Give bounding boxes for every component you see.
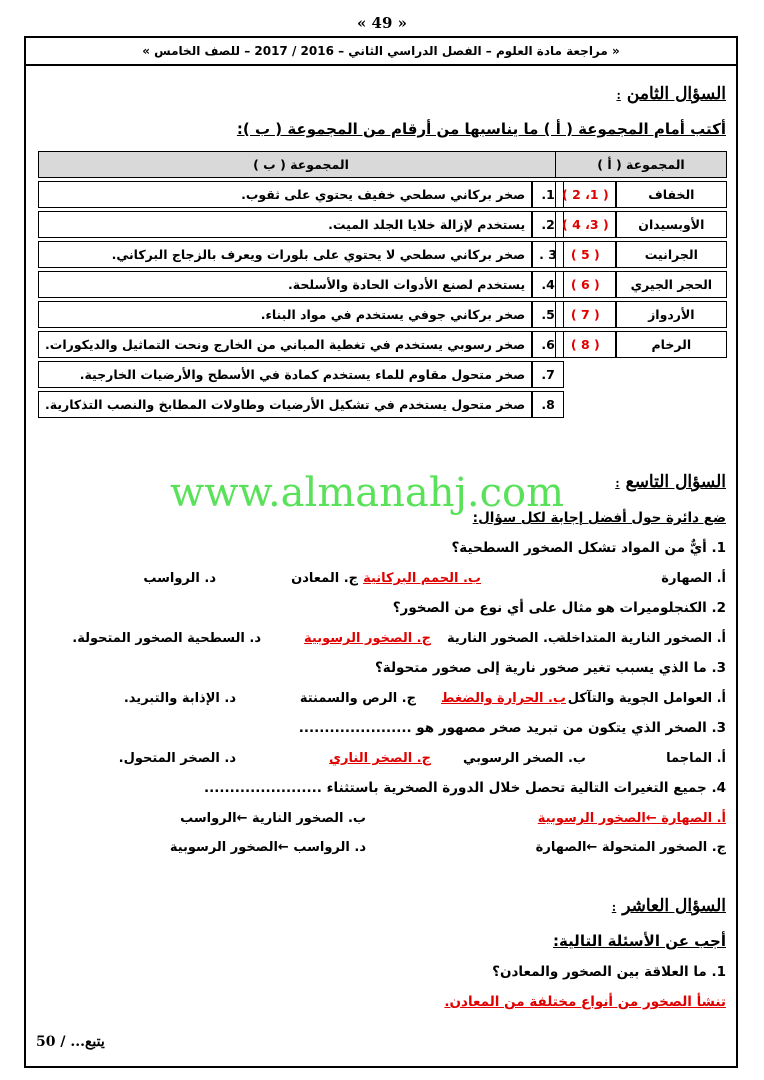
- group-b-number: 7.: [532, 361, 564, 388]
- q10-instruction: أجب عن الأسئلة التالية:: [552, 932, 726, 950]
- group-a-row: [555, 331, 727, 358]
- q8-title: السؤال الثامن:: [616, 84, 726, 104]
- q9-4-option-c: ج. الصخر الناري: [329, 751, 431, 766]
- group-b-table: [38, 148, 564, 421]
- group-b-text: يستخدم لصنع الأدوات الحادة والأسلحة.: [38, 271, 532, 298]
- group-b-row: [38, 301, 564, 328]
- group-a-answer: ( 3، 4 ): [555, 211, 616, 238]
- q9-instruction: ضع دائرة حول أفضل إجابة لكل سؤال:: [472, 510, 726, 526]
- q10-title: السؤال العاشر:: [611, 896, 726, 916]
- group-a-header: المجموعة ( أ ): [555, 151, 727, 178]
- group-a-row: [555, 301, 727, 328]
- group-b-text: صخر بركاني سطحي خفيف يحتوي على ثقوب.: [38, 181, 532, 208]
- group-b-row: [38, 271, 564, 298]
- q9-3-option-b: ب. الحرارة والضغط: [441, 691, 566, 706]
- q9-question-2: 2. الكنجلوميرات هو مثال على أي نوع من الصخور؟: [392, 600, 726, 616]
- q9-5-option-b: ب. الصخور النارية ←الرواسب: [180, 811, 366, 826]
- q8-instruction: أكتب أمام المجموعة ( أ ) ما يناسبها من أرقام من المجموعة ( ب ):: [236, 120, 726, 138]
- group-b-row: [38, 211, 564, 238]
- q9-question-3: 3. ما الذي يسبب تغير صخور نارية إلى صخور متحولة؟: [374, 660, 726, 676]
- group-b-number: 3 .: [532, 241, 564, 268]
- group-a-answer: ( 6 ): [555, 271, 616, 298]
- watermark: www.almanahj.com: [170, 470, 565, 516]
- q10-question-1: 1. ما العلاقة بين الصخور والمعادن؟: [492, 964, 726, 980]
- group-b-text: صخر متحول مقاوم للماء يستخدم كمادة في الأسطح والأرضيات الخارجية.: [38, 361, 532, 388]
- q9-3-option-c: ج. الرص والسمنتة: [299, 691, 416, 706]
- group-b-text: صخر بركاني سطحي لا يحتوي على بلورات ويعرف بالزجاج البركاني.: [38, 241, 532, 268]
- page-number: « 49 »: [356, 14, 408, 32]
- group-a-answer: ( 5 ): [555, 241, 616, 268]
- group-b-row: [38, 181, 564, 208]
- group-a-name: الأردواز: [616, 301, 727, 328]
- q9-3-option-a: أ. العوامل الجوية والتآكل: [567, 691, 726, 706]
- q9-4-option-b: ب. الصخر الرسوبي: [462, 751, 586, 766]
- group-b-number: 1.: [532, 181, 564, 208]
- q9-4-option-d: د. الصخر المتحول.: [118, 751, 236, 766]
- group-a-row: [555, 271, 727, 298]
- group-a-name: الرخام: [616, 331, 727, 358]
- q9-question-1: 1. أيٌّ من المواد تشكل الصخور السطحية؟: [451, 540, 726, 556]
- group-b-text: صخر متحول يستخدم في تشكيل الأرضيات وطاولات المطابخ والنصب التذكارية.: [38, 391, 532, 418]
- q9-2-option-a: أ. الصخور النارية المتداخلة: [558, 631, 726, 646]
- group-b-number: 4.: [532, 271, 564, 298]
- q9-3-option-d: د. الإذابة والتبريد.: [123, 691, 236, 706]
- group-a-name: الحجر الجيري: [616, 271, 727, 298]
- q10-answer-1: تنشأ الصخور من أنواع مختلفة من المعادن.: [444, 994, 726, 1010]
- group-a-row: [555, 181, 727, 208]
- group-b-row: [38, 391, 564, 418]
- q9-question-4: 3. الصخر الذي يتكون من تبريد صخر مصهور هو ......................: [298, 720, 726, 736]
- q9-2-option-d: د. السطحية الصخور المتحولة.: [72, 631, 261, 646]
- group-a-answer: ( 1، 2 ): [555, 181, 616, 208]
- q9-5-option-a: أ. الصهارة ←الصخور الرسوبية: [537, 811, 726, 826]
- group-a-name: الأوبسيدان: [616, 211, 727, 238]
- group-a-row: [555, 211, 727, 238]
- q9-question-5: 4. جميع التغيرات التالية تحصل خلال الدورة الصخرية باستثناء .......................: [203, 780, 726, 796]
- group-a-name: الجرانيت: [616, 241, 727, 268]
- group-a-answer: ( 8 ): [555, 331, 616, 358]
- group-b-text: صخر بركاني جوفي يستخدم في مواد البناء.: [38, 301, 532, 328]
- group-b-row: [38, 331, 564, 358]
- group-b-number: 5.: [532, 301, 564, 328]
- q9-5-option-c: ج. الصخور المتحولة ←الصهارة: [535, 840, 726, 855]
- page-header: « مراجعة مادة العلوم – الفصل الدراسي الثاني – 2016 / 2017 – للصف الخامس »: [26, 38, 736, 66]
- group-b-number: 6.: [532, 331, 564, 358]
- page-frame: [24, 36, 738, 1068]
- q9-4-option-a: أ. الماجما: [666, 751, 726, 766]
- group-b-number: 8.: [532, 391, 564, 418]
- footer-continue: يتبع... / 50: [36, 1034, 105, 1050]
- q9-1-option-b: ب. الحمم البركانية: [363, 571, 481, 586]
- q9-1-option-a: أ. الصهارة: [661, 571, 726, 586]
- q9-2-option-c: ج. الصخور الرسوبية: [304, 631, 431, 646]
- group-a-table: [555, 148, 727, 361]
- q9-title: السؤال التاسع:: [615, 472, 726, 492]
- group-a-name: الخفاف: [616, 181, 727, 208]
- group-b-text: يستخدم لإزالة خلايا الجلد الميت.: [38, 211, 532, 238]
- group-a-row: [555, 241, 727, 268]
- group-b-header: المجموعة ( ب ): [38, 151, 564, 178]
- group-a-answer: ( 7 ): [555, 301, 616, 328]
- group-b-number: 2.: [532, 211, 564, 238]
- group-b-row: [38, 241, 564, 268]
- q9-1-option-c: ج. المعادن: [291, 571, 358, 586]
- q9-2-option-b: ب. الصخور النارية: [447, 631, 561, 646]
- q9-5-option-d: د. الرواسب ←الصخور الرسوبية: [169, 840, 366, 855]
- group-b-row: [38, 361, 564, 388]
- group-b-text: صخر رسوبي يستخدم في تغطية المباني من الخارج ونحت التماثيل والديكورات.: [38, 331, 532, 358]
- q9-1-option-d: د. الرواسب: [143, 571, 216, 586]
